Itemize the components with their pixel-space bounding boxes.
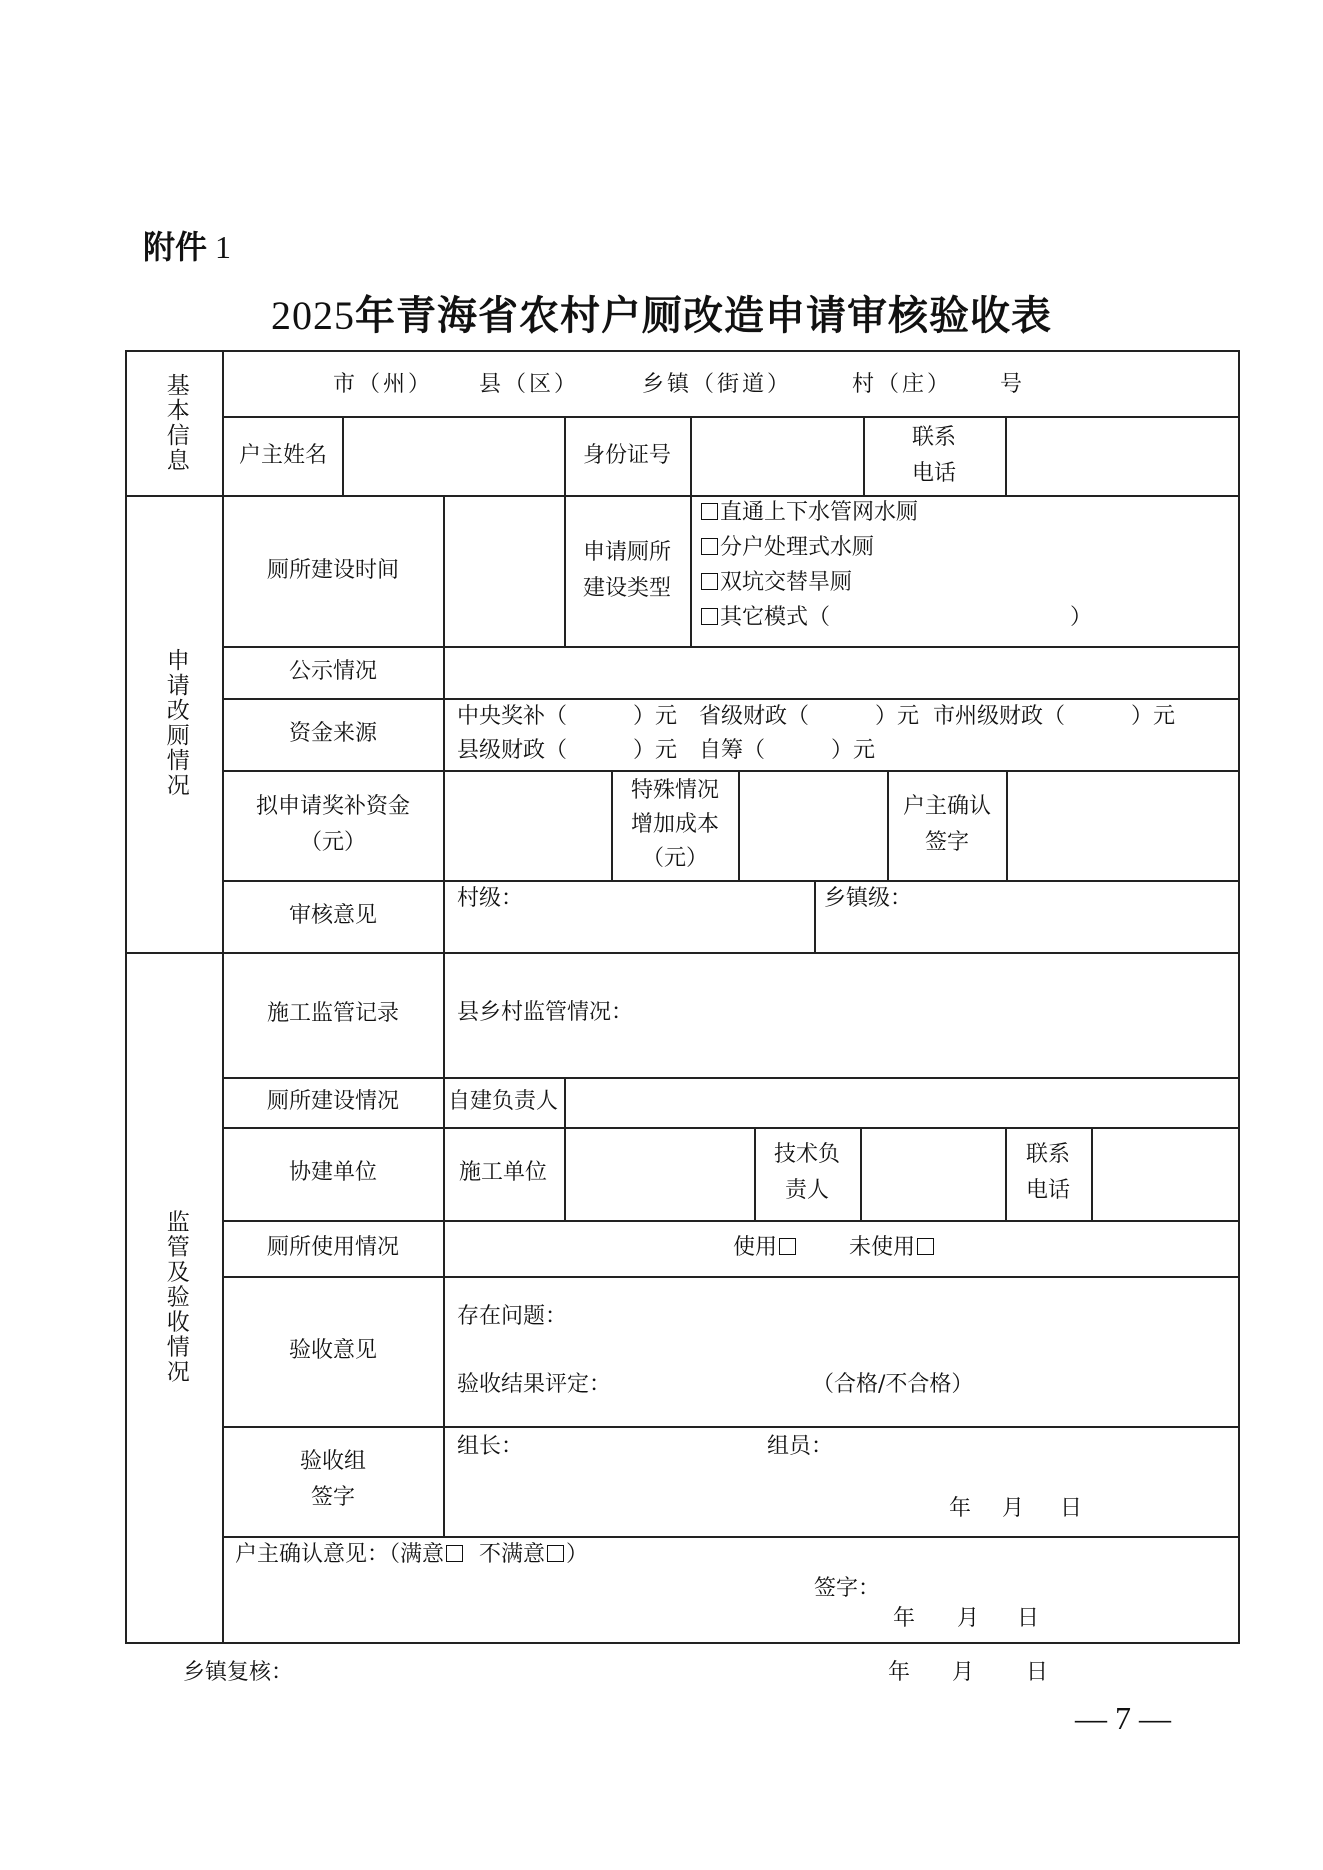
type-option-4-close: ）	[1070, 605, 1093, 630]
col-line	[1005, 1127, 1007, 1220]
build-status-label: 厕所建设情况	[266, 1088, 400, 1114]
funding-label: 资金来源	[288, 720, 378, 746]
col-line	[738, 770, 740, 880]
row-line	[223, 1426, 1238, 1428]
funding-central[interactable]: 中央奖补（ ）元	[457, 704, 678, 729]
checkbox[interactable]	[701, 538, 718, 555]
col-line	[860, 1127, 862, 1220]
owner-date-month: 月	[957, 1606, 980, 1631]
usage-unused[interactable]: 未使用	[849, 1235, 936, 1261]
problems-text[interactable]: 存在问题：	[457, 1304, 568, 1329]
col-line	[754, 1127, 756, 1220]
funding-county[interactable]: 县级财政（ ）元	[457, 738, 678, 763]
owner-confirm[interactable]: 户主确认意见：（满意 不满意 ）	[235, 1542, 589, 1567]
col-line	[814, 880, 816, 952]
col-line	[1006, 770, 1008, 880]
col-line	[342, 416, 344, 495]
group-member[interactable]: 组员：	[767, 1434, 834, 1459]
checkbox[interactable]	[446, 1545, 463, 1562]
owner-sign[interactable]: 签字：	[814, 1576, 881, 1601]
construction-record-label: 施工监管记录	[266, 1000, 400, 1026]
row-line	[223, 1536, 1238, 1538]
usage-label: 厕所使用情况	[266, 1234, 400, 1260]
contractor-label: 施工单位	[458, 1159, 548, 1185]
row-line	[223, 880, 1238, 882]
funding-province[interactable]: 省级财政（ ）元	[699, 704, 920, 729]
row-line	[127, 495, 1238, 497]
address-county[interactable]: 县（区）	[479, 372, 580, 397]
build-time-label: 厕所建设时间	[266, 557, 400, 583]
col-line	[222, 352, 224, 1642]
review-town[interactable]: 乡镇级：	[824, 886, 913, 911]
row-line	[223, 1220, 1238, 1222]
town-recheck-day: 日	[1026, 1660, 1049, 1685]
result-text[interactable]: 验收结果评定：	[457, 1372, 612, 1397]
build-type-label: 申请厕所 建设类型	[582, 540, 672, 601]
row-line	[223, 646, 1238, 648]
assist-unit-label: 协建单位	[288, 1159, 378, 1185]
group-date-year: 年	[949, 1496, 972, 1521]
form-table	[125, 350, 1240, 1644]
tech-lead-label: 技术负 责人	[773, 1142, 841, 1203]
col-line	[564, 1077, 566, 1220]
col-line	[1091, 1127, 1093, 1220]
section-application: 申请改厕情况	[162, 648, 189, 798]
col-line	[690, 495, 692, 646]
review-village[interactable]: 村级：	[457, 886, 524, 911]
address-village[interactable]: 村（庄）	[852, 372, 953, 397]
type-option-4[interactable]: 其它模式（	[699, 605, 830, 631]
col-line	[564, 416, 566, 495]
row-line	[223, 698, 1238, 700]
owner-sign-label: 户主确认 签字	[902, 794, 992, 855]
row-line	[127, 952, 1238, 954]
checkbox[interactable]	[547, 1545, 564, 1562]
owner-phone-label: 联系 电话	[911, 425, 957, 486]
assist-phone-label: 联系 电话	[1025, 1142, 1071, 1203]
address-city[interactable]: 市（州）	[333, 372, 434, 397]
review-label: 审核意见	[288, 902, 378, 928]
subsidy-label: 拟申请奖补资金 （元）	[255, 794, 411, 855]
page-title: 2025年青海省农村户厕改造申请审核验收表	[271, 293, 1052, 339]
type-option-3[interactable]: 双坑交替旱厕	[699, 570, 852, 596]
result-options: （合格/不合格）	[812, 1372, 974, 1397]
row-line	[223, 1077, 1238, 1079]
construction-record-text[interactable]: 县乡村监管情况：	[457, 1000, 634, 1025]
col-line	[1005, 416, 1007, 495]
type-option-2[interactable]: 分户处理式水厕	[699, 535, 874, 561]
owner-name-label: 户主姓名	[238, 442, 328, 468]
checkbox[interactable]	[701, 573, 718, 590]
publicity-label: 公示情况	[288, 658, 378, 684]
page-number: — 7 —	[1075, 1700, 1171, 1736]
checkbox[interactable]	[701, 503, 718, 520]
col-line	[611, 770, 613, 880]
special-cost-label: 特殊情况 增加成本 （元）	[630, 778, 720, 871]
type-option-1[interactable]: 直通上下水管网水厕	[699, 500, 918, 526]
self-build-label: 自建负责人	[447, 1088, 559, 1114]
group-date-day: 日	[1060, 1496, 1083, 1521]
owner-date-day: 日	[1017, 1606, 1040, 1631]
usage-used[interactable]: 使用	[733, 1235, 798, 1261]
owner-date-year: 年	[893, 1606, 916, 1631]
id-number-label: 身份证号	[582, 442, 672, 468]
funding-city[interactable]: 市州级财政（ ）元	[933, 704, 1176, 729]
col-line	[863, 416, 865, 495]
acceptance-opinion-label: 验收意见	[288, 1337, 378, 1363]
funding-self[interactable]: 自筹（ ）元	[699, 738, 876, 763]
town-recheck-year: 年	[888, 1660, 911, 1685]
row-line	[223, 416, 1238, 418]
checkbox[interactable]	[701, 608, 718, 625]
checkbox[interactable]	[917, 1238, 934, 1255]
town-recheck-month: 月	[952, 1660, 975, 1685]
acceptance-group-label: 验收组 签字	[299, 1449, 367, 1510]
col-line	[887, 770, 889, 880]
section-basic-info: 基本信息	[162, 373, 189, 473]
town-recheck-label: 乡镇复核：	[183, 1660, 294, 1685]
col-line	[564, 495, 566, 646]
row-line	[223, 1127, 1238, 1129]
col-line	[443, 495, 445, 1536]
attachment-label: 附件 1	[143, 228, 232, 266]
checkbox[interactable]	[779, 1238, 796, 1255]
row-line	[223, 1276, 1238, 1278]
group-leader[interactable]: 组长：	[457, 1434, 524, 1459]
group-date-month: 月	[1002, 1496, 1025, 1521]
section-supervision: 监管及验收情况	[162, 1209, 189, 1385]
address-town[interactable]: 乡镇（街道）	[642, 372, 793, 397]
col-line	[690, 416, 692, 495]
address-number[interactable]: 号	[1000, 372, 1023, 397]
row-line	[223, 770, 1238, 772]
